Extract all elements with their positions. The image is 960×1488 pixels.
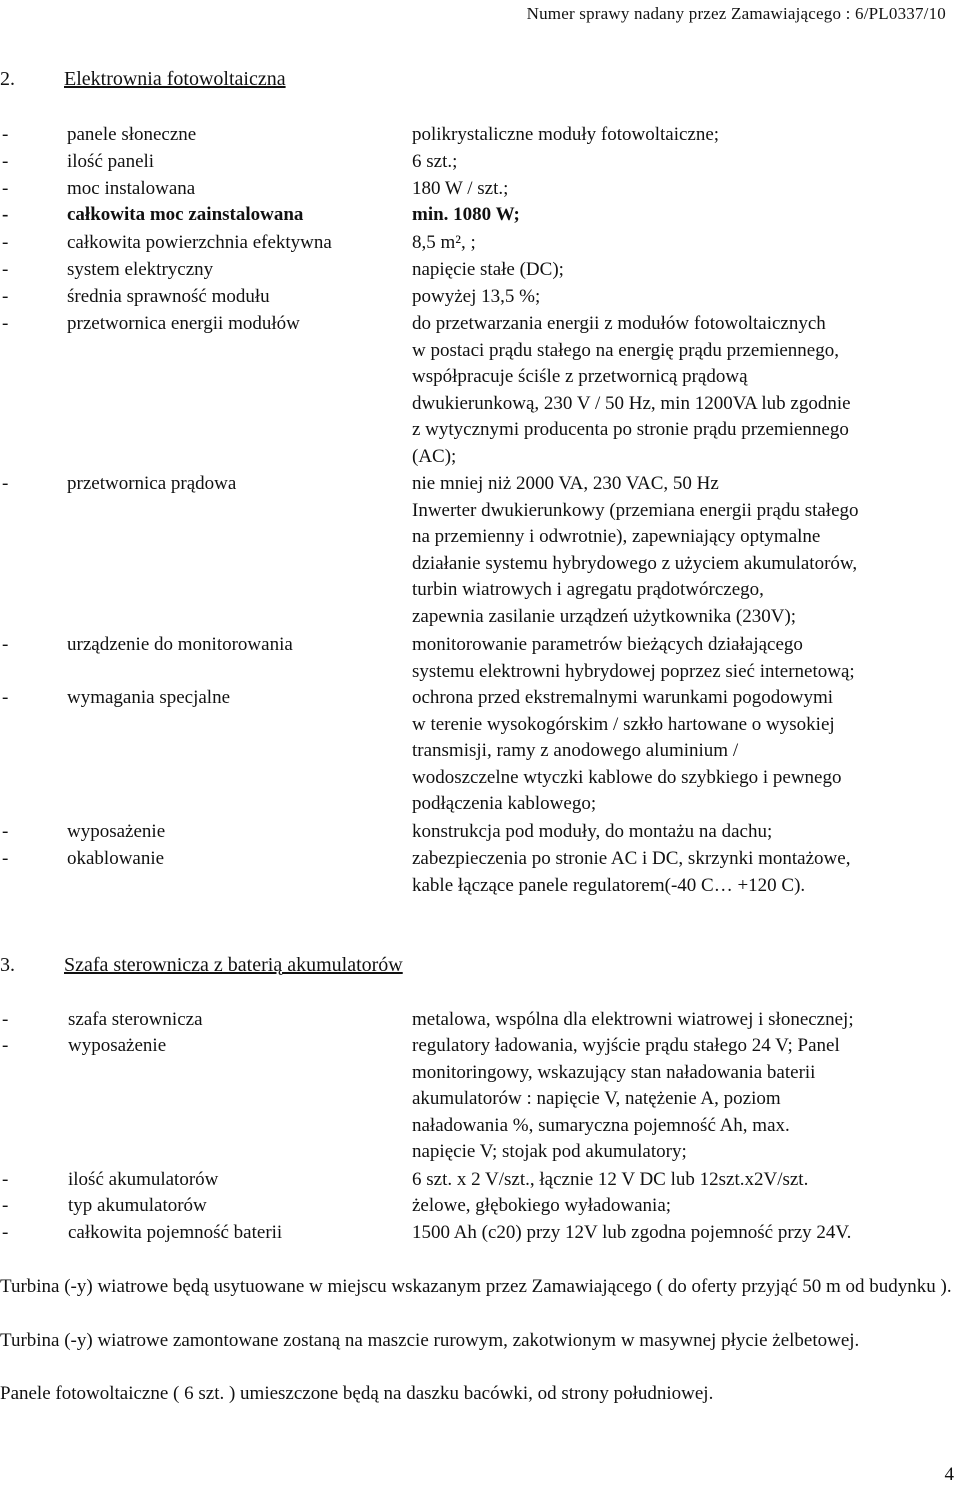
spec-value: monitorowanie parametrów bieżących działającego systemu elektrowni hybrydowej poprzez sieć internetową; [412, 634, 855, 682]
list-dash: - [2, 286, 9, 307]
list-dash: - [2, 204, 9, 225]
section-3-heading [0, 954, 403, 977]
spec-value: min. 1080 W; [412, 204, 520, 225]
list-dash: - [2, 1169, 9, 1190]
note-turbine-location: Turbina (-y) wiatrowe będą usytuowane w miejscu wskazanym przez Zamawiającego ( do oferty przyjąć 50 m od budynku ). [0, 1276, 952, 1297]
spec-value: 6 szt. x 2 V/szt., łącznie 12 V DC lub 12szt.x2V/szt. [412, 1169, 809, 1190]
spec-value: ochrona przed ekstremalnymi warunkami pogodowymi w terenie wysokogórskim / szkło hartowane o wysokiej transmisji, ramy z anodowego aluminium / wodoszczelne wtyczki kablowe do szybkiego i pewnego podłączenia kablowego; [412, 687, 842, 815]
list-dash: - [2, 232, 9, 253]
section-2-title: Elektrownia fotowoltaiczna [64, 68, 286, 90]
list-dash: - [2, 313, 9, 334]
spec-label: ilość akumulatorów [68, 1169, 219, 1190]
list-dash: - [2, 1009, 9, 1030]
spec-value: polikrystaliczne moduły fotowoltaiczne; [412, 124, 720, 145]
spec-label: system elektryczny [67, 259, 214, 280]
spec-label: typ akumulatorów [68, 1195, 207, 1216]
list-dash: - [2, 1222, 9, 1243]
section-3-title: Szafa sterownicza z baterią akumulatorów [64, 954, 403, 976]
spec-value: zabezpieczenia po stronie AC i DC, skrzynki montażowe, kable łączące panele regulatorem(-40 C… +120 C). [412, 848, 851, 896]
spec-value: do przetwarzania energii z modułów fotowoltaicznych w postaci prądu stałego na energię prądu przemiennego, współpracuje ściśle z przetwornicą prądową dwukierunkową, 230 V / 50 Hz, min 1200VA lub zgodnie z wytycznymi producenta po stronie prądu przemiennego (AC); [412, 313, 851, 467]
spec-value: konstrukcja pod moduły, do montażu na dachu; [412, 821, 773, 842]
spec-label: ilość paneli [67, 151, 155, 172]
spec-value: nie mniej niż 2000 VA, 230 VAC, 50 Hz Inwerter dwukierunkowy (przemiana energii prądu stałego na przemienny i odwrotnie), zapewniający optymalne działanie systemu hybrydowego z użyciem akumulatorów, turbin wiatrowych i agregatu prądotwórczego, zapewnia zasilanie urządzeń użytkownika (230V); [412, 473, 859, 627]
spec-label: całkowita pojemność baterii [68, 1222, 283, 1243]
spec-label: całkowita powierzchnia efektywna [67, 232, 332, 253]
spec-value: 8,5 m², ; [412, 232, 476, 253]
spec-value: 6 szt.; [412, 151, 458, 172]
note-turbine-mounting: Turbina (-y) wiatrowe zamontowane zostaną na maszcie rurowym, zakotwionym w masywnej płycie żelbetowej. [0, 1330, 860, 1351]
list-dash: - [2, 124, 9, 145]
section-2-number: 2. [0, 68, 15, 90]
spec-value: żelowe, głębokiego wyładowania; [412, 1195, 672, 1216]
spec-label: przetwornica prądowa [67, 473, 237, 494]
case-reference-number: Numer sprawy nadany przez Zamawiającego : 6/PL0337/10 [526, 4, 946, 23]
section-3-number: 3. [0, 954, 15, 976]
spec-label: wyposażenie [67, 821, 166, 842]
note-panel-placement: Panele fotowoltaiczne ( 6 szt. ) umieszczone będą na daszku bacówki, od strony południowej. [0, 1383, 714, 1404]
list-dash: - [2, 1195, 9, 1216]
spec-label: przetwornica energii modułów [67, 313, 300, 334]
spec-label: panele słoneczne [67, 124, 197, 145]
list-dash: - [2, 151, 9, 172]
list-dash: - [2, 634, 9, 655]
list-dash: - [2, 821, 9, 842]
spec-label: moc instalowana [67, 178, 196, 199]
list-dash: - [2, 848, 9, 869]
list-dash: - [2, 1035, 9, 1056]
page-number: 4 [944, 1464, 954, 1485]
spec-label: urządzenie do monitorowania [67, 634, 293, 655]
spec-label: wymagania specjalne [67, 687, 231, 708]
list-dash: - [2, 178, 9, 199]
spec-label: wyposażenie [68, 1035, 167, 1056]
spec-value: metalowa, wspólna dla elektrowni wiatrowej i słonecznej; [412, 1009, 854, 1030]
spec-label: całkowita moc zainstalowana [67, 204, 304, 225]
list-dash: - [2, 259, 9, 280]
section-2-heading [0, 68, 286, 91]
spec-value: 180 W / szt.; [412, 178, 509, 199]
spec-value: powyżej 13,5 %; [412, 286, 541, 307]
list-dash: - [2, 687, 9, 708]
list-dash: - [2, 473, 9, 494]
spec-label: okablowanie [67, 848, 165, 869]
spec-label: szafa sterownicza [68, 1009, 203, 1030]
spec-value: napięcie stałe (DC); [412, 259, 564, 280]
spec-label: średnia sprawność modułu [67, 286, 270, 307]
spec-value: regulatory ładowania, wyjście prądu stałego 24 V; Panel monitoringowy, wskazujący stan naładowania baterii akumulatorów : napięcie V, natężenie A, poziom naładowania %, sumaryczna pojemność Ah, max. napięcie V; stojak pod akumulatory; [412, 1035, 840, 1163]
spec-value: 1500 Ah (c20) przy 12V lub zgodna pojemność przy 24V. [412, 1222, 852, 1243]
